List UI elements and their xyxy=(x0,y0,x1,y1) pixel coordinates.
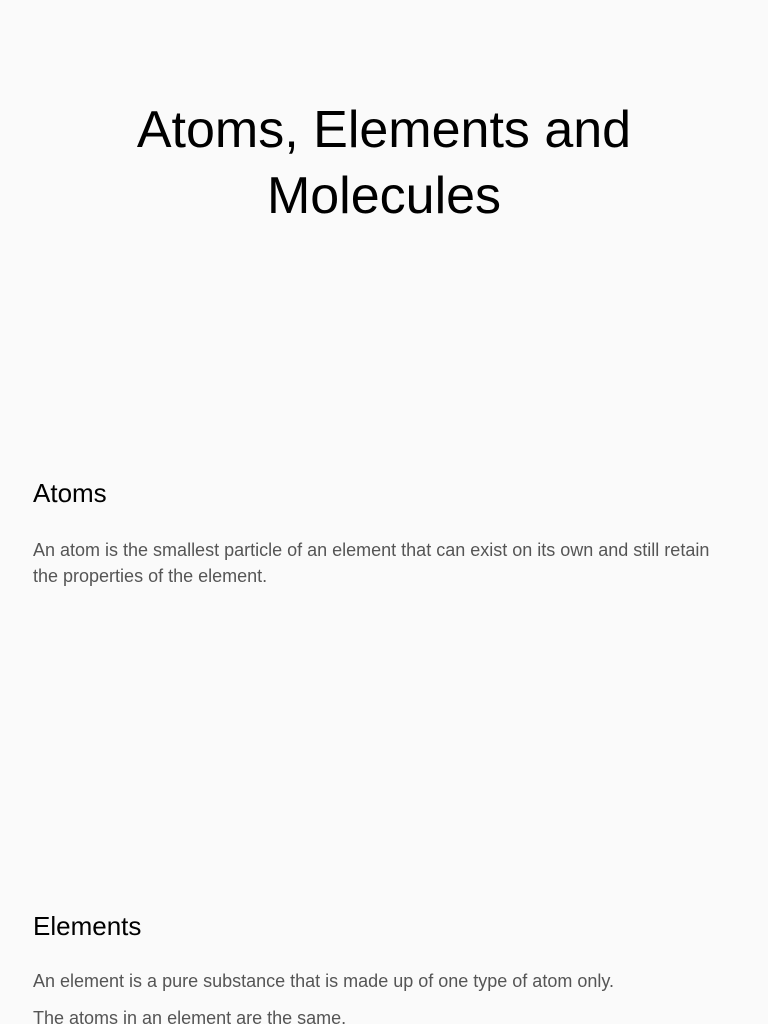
page-title xyxy=(0,97,768,229)
section-atoms xyxy=(33,476,733,589)
section-elements xyxy=(33,909,733,1024)
section-heading-elements: Elements xyxy=(33,911,142,941)
section-heading-atoms: Atoms xyxy=(33,478,107,508)
section-paragraph: The atoms in an element are the same. xyxy=(33,1008,347,1024)
section-paragraph: An element is a pure substance that is made up of one type of atom only. xyxy=(33,971,615,991)
title-line-1: Atoms, Elements and xyxy=(136,101,632,159)
title-line-2: Molecules xyxy=(266,167,502,225)
section-paragraph: An atom is the smallest particle of an element that can exist on its own and still retain the properties of the element. xyxy=(33,540,710,586)
